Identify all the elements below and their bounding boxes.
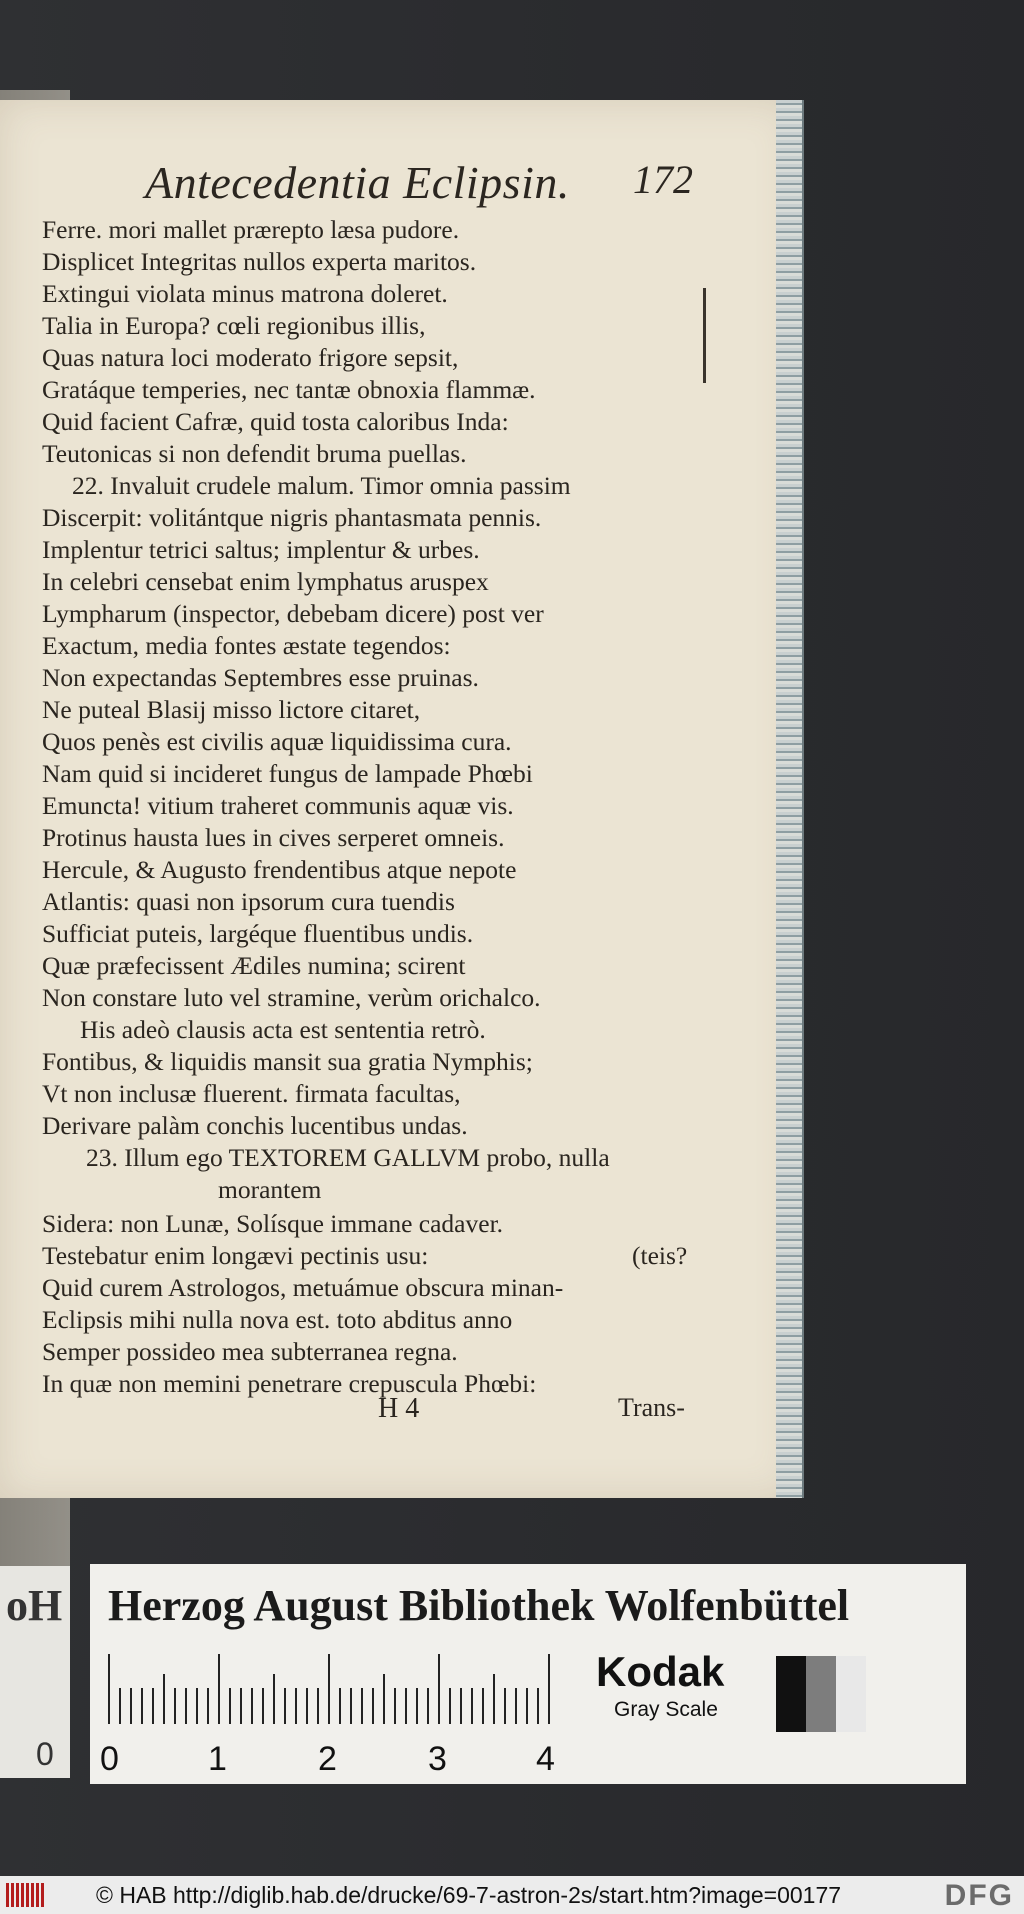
ruler-tick — [328, 1654, 330, 1724]
text-line: Quas natura loci moderato frigore sepsit, — [42, 343, 459, 372]
ruler-tick — [207, 1688, 209, 1724]
side-card-number: 0 — [36, 1736, 54, 1772]
ruler-tick — [372, 1688, 374, 1724]
text-line: Protinus hausta lues in cives serperet omneis. — [42, 823, 505, 852]
text-line: Quæ præfecissent Ædiles numina; scirent — [42, 951, 466, 980]
ruler-number: 2 — [318, 1740, 337, 1778]
ruler-tick — [460, 1688, 462, 1724]
text-line: Non expectandas Septembres esse pruinas. — [42, 663, 479, 692]
ruler-tick — [493, 1674, 495, 1724]
ruler-tick — [251, 1688, 253, 1724]
running-header — [145, 156, 705, 206]
text-line: Derivare palàm conchis lucentibus undas. — [42, 1111, 468, 1140]
text-line: Displicet Integritas nullos experta maritos. — [42, 247, 477, 276]
text-line: Hercule, & Augusto frendentibus atque nepote — [42, 855, 517, 884]
text-line: Atlantis: quasi non ipsorum cura tuendis — [42, 887, 455, 916]
ruler-tick — [416, 1688, 418, 1724]
ruler-tick — [108, 1654, 110, 1724]
ruler-tick — [306, 1688, 308, 1724]
ruler-tick — [526, 1688, 528, 1724]
text-line: Teutonicas si non defendit bruma puellas. — [42, 439, 467, 468]
ruler-tick — [218, 1654, 220, 1724]
ruler-tick — [383, 1674, 385, 1724]
copyright-bar — [0, 1876, 1024, 1914]
gray-swatch-white — [836, 1656, 866, 1732]
ruler-tick — [361, 1688, 363, 1724]
kodak-brand: Kodak — [596, 1648, 725, 1695]
ruler-tick — [482, 1688, 484, 1724]
text-line: Eclipsis mihi nulla nova est. toto abditus anno — [42, 1305, 513, 1334]
text-line: His adeò clausis acta est sententia retrò. — [80, 1015, 486, 1044]
ruler-tick — [262, 1688, 264, 1724]
ruler-tick — [504, 1688, 506, 1724]
text-line: Ne puteal Blasij misso lictore citaret, — [42, 695, 421, 724]
ruler-tick — [515, 1688, 517, 1724]
gray-swatch-black — [776, 1656, 806, 1732]
text-line: Vt non inclusæ fluerent. firmata facultas, — [42, 1079, 461, 1108]
text-line: Fontibus, & liquidis mansit sua gratia Nymphis; — [42, 1047, 533, 1076]
page-fore-edge — [776, 100, 804, 1498]
hab-logo-icon — [6, 1883, 46, 1907]
ruler-tick — [350, 1688, 352, 1724]
side-card-letter: oH — [6, 1581, 63, 1630]
text-line: Sidera: non Lunæ, Solísque immane cadaver. — [42, 1209, 504, 1238]
text-line: Gratáque temperies, nec tantæ obnoxia flammæ. — [42, 375, 536, 404]
ruler-tick — [196, 1688, 198, 1724]
adjacent-scale-card — [0, 1566, 70, 1778]
ruler-tick — [130, 1688, 132, 1724]
text-line: Quos penès est civilis aquæ liquidissima cura. — [42, 727, 512, 756]
running-title: Antecedentia Eclipsin. — [145, 157, 570, 208]
text-line: Semper possideo mea subterranea regna. — [42, 1337, 458, 1366]
text-line: Talia in Europa? cœli regionibus illis, — [42, 311, 426, 340]
ruler-tick — [152, 1688, 154, 1724]
ruler-tick — [339, 1688, 341, 1724]
ruler-number: 3 — [428, 1740, 447, 1778]
ruler-tick — [449, 1688, 451, 1724]
gray-swatch-mid — [806, 1656, 836, 1732]
ruler-tick — [284, 1688, 286, 1724]
text-line: 22. Invaluit crudele malum. Timor omnia passim — [72, 471, 571, 500]
ruler-tick — [141, 1688, 143, 1724]
text-line: Quid facient Cafræ, quid tosta caloribus Inda: — [42, 407, 509, 436]
gray-scale-label: Gray Scale — [614, 1698, 718, 1721]
ruler-tick — [273, 1674, 275, 1724]
dfg-logo: DFG — [944, 1879, 1014, 1912]
text-line: Quid curem Astrologos, metuámue obscura minan- — [42, 1273, 564, 1302]
library-title: Herzog August Bibliothek Wolfenbüttel — [108, 1581, 850, 1630]
text-line: Ferre. mori mallet prærepto læsa pudore. — [42, 215, 460, 244]
ruler-tick — [119, 1688, 121, 1724]
ruler-tick — [405, 1688, 407, 1724]
ruler-tick — [537, 1688, 539, 1724]
text-line: 23. Illum ego TEXTOREM GALLVM probo, nulla — [86, 1143, 610, 1172]
ruler-tick — [471, 1688, 473, 1724]
text-line: Testebatur enim longævi pectinis usu: — [42, 1241, 429, 1270]
catchword: Trans- — [618, 1393, 685, 1422]
text-line: In celebri censebat enim lymphatus aruspex — [42, 567, 489, 596]
margin-note: (teis? — [632, 1241, 688, 1270]
text-line: Emuncta! vitium traheret communis aquæ vis. — [42, 791, 514, 820]
text-line: Exactum, media fontes æstate tegendos: — [42, 631, 451, 660]
ruler-tick — [548, 1654, 550, 1724]
ruler-number: 0 — [100, 1740, 119, 1778]
ruler-tick — [427, 1688, 429, 1724]
ruler-tick — [229, 1688, 231, 1724]
ruler-tick — [163, 1674, 165, 1724]
scale-card — [90, 1564, 966, 1784]
text-line: Nam quid si incideret fungus de lampade Phœbi — [42, 759, 533, 788]
ruler-tick — [394, 1688, 396, 1724]
text-line: Implentur tetrici saltus; implentur & urbes. — [42, 535, 480, 564]
signature-mark: H 4 — [378, 1393, 420, 1424]
text-line: Discerpit: volitántque nigris phantasmata pennis. — [42, 503, 542, 532]
ruler-number: 1 — [208, 1740, 227, 1778]
ruler-tick — [185, 1688, 187, 1724]
ruler-tick — [295, 1688, 297, 1724]
ruler-tick — [174, 1688, 176, 1724]
copyright-link[interactable]: © HAB http://diglib.hab.de/drucke/69-7-astron-2s/start.htm?image=00177 — [96, 1882, 842, 1908]
page-number: 172 — [633, 157, 693, 202]
text-line: Sufficiat puteis, largéque fluentibus undis. — [42, 919, 474, 948]
text-line: Extingui violata minus matrona doleret. — [42, 279, 448, 308]
text-line: Non constare luto vel stramine, verùm orichalco. — [42, 983, 541, 1012]
ruler-tick — [438, 1654, 440, 1724]
ruler-tick — [317, 1688, 319, 1724]
text-line: Lympharum (inspector, debebam dicere) post ver — [42, 599, 544, 628]
measuring-ruler — [108, 1654, 548, 1724]
text-line: morantem — [218, 1175, 322, 1204]
ruler-tick — [240, 1688, 242, 1724]
margin-rule — [703, 288, 706, 383]
text-line: In quæ non memini penetrare crepuscula Phœbi: — [42, 1369, 537, 1398]
ruler-number: 4 — [536, 1740, 555, 1778]
